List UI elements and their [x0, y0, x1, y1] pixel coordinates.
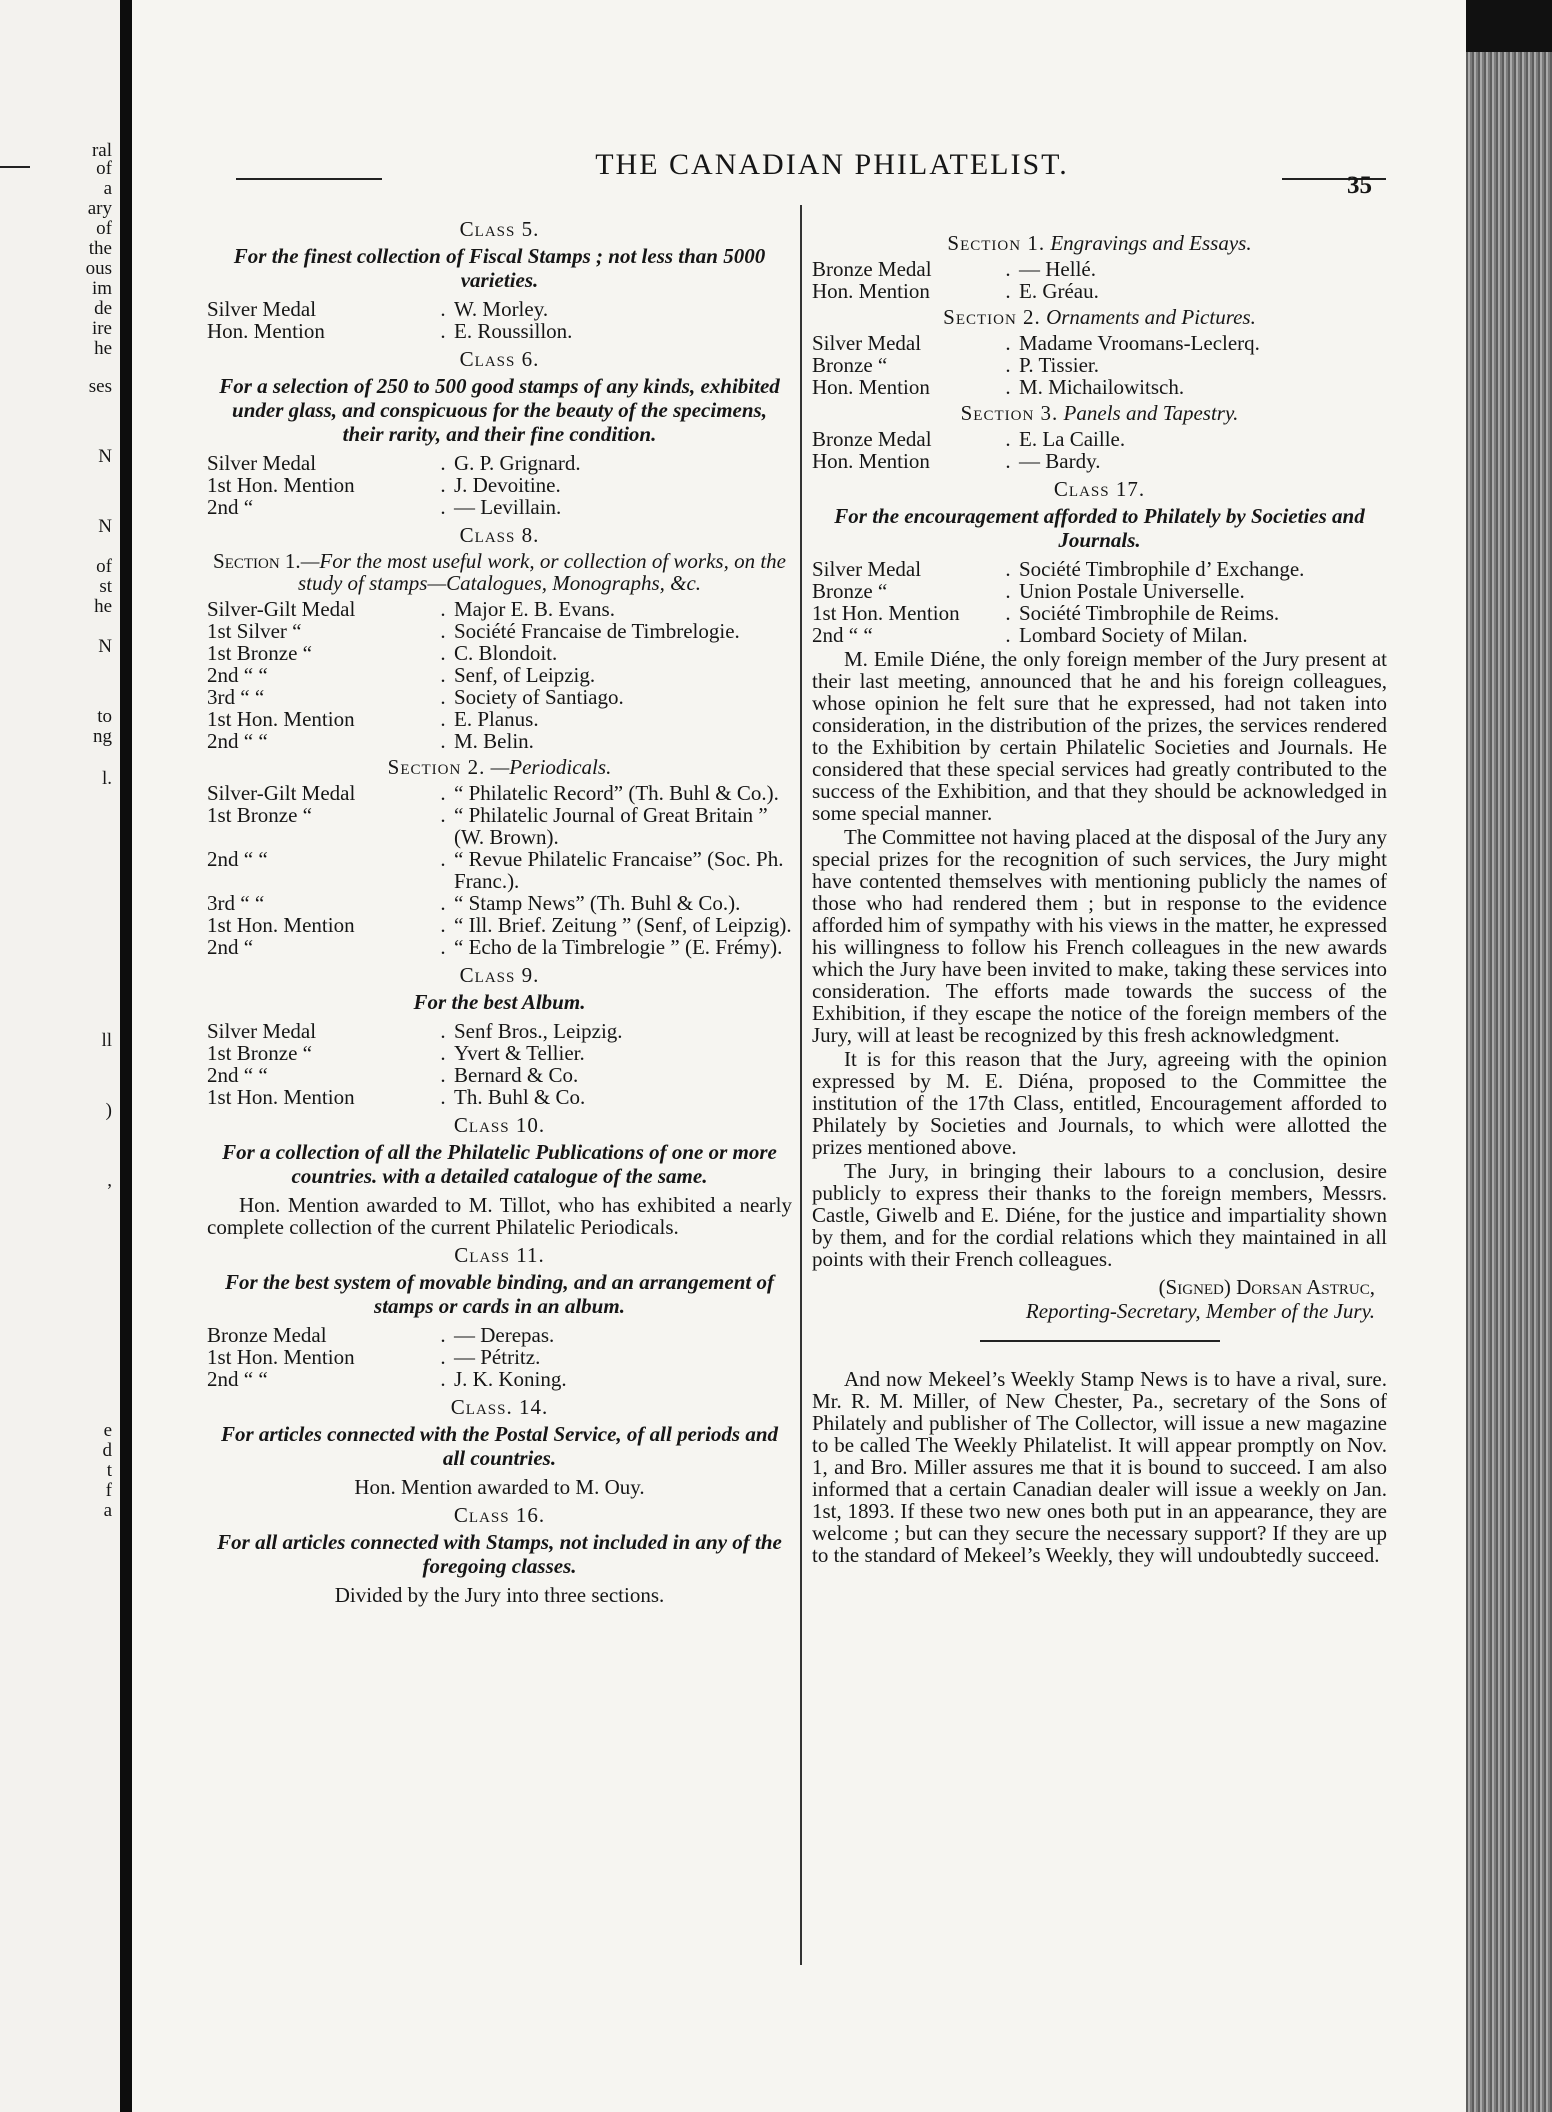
leader-dot: .	[440, 685, 446, 709]
section-label: Section 1.	[213, 549, 301, 573]
leader-dot: .	[1005, 449, 1011, 473]
award-row	[812, 450, 1387, 472]
leader-dot: .	[1005, 427, 1011, 451]
award-recipient: Senf Bros., Leipzig.	[454, 1019, 623, 1043]
award-label: Bronze “	[812, 579, 888, 603]
award-row	[812, 354, 1387, 376]
award-label: Silver Medal	[207, 451, 317, 475]
leader-dot: .	[440, 597, 446, 621]
award-row	[207, 1042, 792, 1064]
award-label: Bronze “	[812, 353, 888, 377]
leader-dot: .	[440, 495, 446, 519]
leader-dot: .	[440, 935, 446, 959]
award-row	[207, 474, 792, 496]
award-recipient: P. Tissier.	[1019, 353, 1099, 377]
left-page-text-fragment: a	[103, 1500, 112, 1521]
award-row	[207, 686, 792, 708]
leader-dot: .	[1005, 353, 1011, 377]
leader-dot: .	[440, 1323, 446, 1347]
section-label: Section 2.	[943, 305, 1041, 329]
section-label: Section 3.	[960, 401, 1059, 425]
award-label: 2nd “ “	[207, 1367, 268, 1391]
award-recipient: Society of Santiago.	[454, 685, 624, 709]
leader-dot: .	[440, 1345, 446, 1369]
class-heading: Class 17.	[1053, 477, 1146, 501]
section-heading	[207, 756, 792, 778]
section-title: Panels and Tapestry.	[1063, 401, 1239, 425]
section-title: Engravings and Essays.	[1050, 231, 1252, 255]
leader-dot: .	[440, 1063, 446, 1087]
leader-dot: .	[1005, 601, 1011, 625]
award-row	[812, 280, 1387, 302]
award-label: Hon. Mention	[812, 449, 930, 473]
award-label: 1st Silver “	[207, 619, 302, 643]
award-label: 2nd “ “	[207, 1063, 268, 1087]
left-page-text-fragment: e	[103, 1420, 112, 1441]
award-label: 1st Hon. Mention	[812, 601, 960, 625]
class-heading: Class 8.	[459, 523, 540, 547]
award-recipient: C. Blondoit.	[454, 641, 558, 665]
award-label: 1st Bronze “	[207, 1041, 312, 1065]
award-recipient: “ Stamp News” (Th. Buhl & Co.).	[454, 891, 741, 915]
leader-dot: .	[440, 451, 446, 475]
award-row	[812, 580, 1387, 602]
award-row	[207, 1346, 792, 1368]
leader-dot: .	[1005, 257, 1011, 281]
award-row	[207, 892, 792, 914]
left-page-text-fragment: t	[106, 1460, 112, 1481]
leader-dot: .	[1005, 579, 1011, 603]
award-recipient: Société Timbrophile d’ Exchange.	[1019, 557, 1305, 581]
left-page-text-fragment: d	[102, 1440, 112, 1461]
award-label: Silver-Gilt Medal	[207, 597, 356, 621]
left-page-text-fragment: ous	[85, 258, 112, 279]
award-recipient: “ Philatelic Journal of Great Britain ” (W. Brown).	[454, 803, 768, 849]
award-label: 1st Hon. Mention	[207, 1345, 355, 1369]
class-heading: Class. 14.	[450, 1395, 549, 1419]
leader-dot: .	[440, 319, 446, 343]
leader-dot: .	[440, 729, 446, 753]
award-recipient: “ Revue Philatelic Francaise” (Soc. Ph. Franc.).	[454, 847, 784, 893]
paragraph: The Committee not having placed at the disposal of the Jury any special prizes for the recognition of such services, the Jury might have contented themselves with mentioning publicly the names of those who had rendered them ; but in response to the evidence afforded him of sympathy with his views in the matter, he expressed his willingness to follow his French colleagues in the new awards which the Jury have been invited to make, taking these services into consideration. The efforts made towards the success of the Exhibition, if they escape the notice of the foreign members of the Jury, will at least be recognized by this fresh acknowledgment.	[812, 825, 1387, 1047]
award-label: Hon. Mention	[812, 375, 930, 399]
left-page-text-fragment: ,	[107, 1170, 112, 1191]
leader-dot: .	[440, 891, 446, 915]
left-page-text-fragment: im	[91, 278, 112, 299]
section-heading	[207, 550, 792, 594]
award-recipient: W. Morley.	[454, 297, 549, 321]
award-label: Hon. Mention	[812, 279, 930, 303]
section-heading	[812, 306, 1387, 328]
award-recipient: Lombard Society of Milan.	[1019, 623, 1248, 647]
section-label: Section 2.	[387, 755, 486, 779]
award-recipient: — Derepas.	[454, 1323, 555, 1347]
adjacent-left-page	[0, 0, 120, 2112]
leader-dot: .	[440, 1019, 446, 1043]
leader-dot: .	[440, 781, 446, 805]
award-row	[207, 320, 792, 342]
award-label: 1st Hon. Mention	[207, 473, 355, 497]
class-caption: For the encouragement afforded to Philately by Societies and Journals.	[834, 504, 1365, 552]
award-recipient: M. Belin.	[454, 729, 534, 753]
award-row	[812, 624, 1387, 646]
award-row	[207, 708, 792, 730]
signature: (Signed) Dorsan Astruc,	[1158, 1275, 1375, 1299]
award-row	[207, 1086, 792, 1108]
leader-dot: .	[1005, 279, 1011, 303]
paragraph: Hon. Mention awarded to M. Tillot, who has exhibited a nearly complete collection of the current Philatelic Periodicals.	[207, 1193, 792, 1239]
award-label: Silver Medal	[207, 297, 317, 321]
award-recipient: “ Philatelic Record” (Th. Buhl & Co.).	[454, 781, 779, 805]
right-column	[812, 228, 1387, 1568]
book-gutter	[120, 0, 132, 2112]
leader-dot: .	[440, 473, 446, 497]
award-label: Silver Medal	[207, 1019, 317, 1043]
left-page-text-fragment: l.	[101, 768, 112, 789]
left-page-text-fragment: ng	[93, 726, 112, 747]
leader-dot: .	[1005, 623, 1011, 647]
paragraph: And now Mekeel’s Weekly Stamp News is to have a rival, sure. Mr. R. M. Miller, of New Chester, Pa., secretary of the Sons of Philately and publisher of The Collector, will issue a new magazine to be called The Weekly Philatelist. It will appear promptly on Nov. 1, and Bro. Miller assures me that it is bound to succeed. I am also informed that a certain Canadian dealer will issue a weekly on Jan. 1st, 1893. If these two new ones both put in an appearance, they are welcome ; but can they secure the necessary support? If they are up to the standard of Mekeel’s Weekly, they will undoubtedly succeed.	[812, 1367, 1387, 1567]
award-label: Hon. Mention	[207, 319, 325, 343]
award-recipient: “ Ill. Brief. Zeitung ” (Senf, of Leipzig).	[454, 913, 792, 937]
paragraph: M. Emile Diéne, the only foreign member of the Jury present at their last meeting, announced that he and his foreign colleagues, whose opinion he felt sure that he expressed, had not taken into consideration, in the distribution of the prizes, the services rendered to the Exhibition by certain Philatelic Societies and Journals. He considered that these special services had greatly contributed to the success of the Exhibition, and that they should be acknowledged in some special manner.	[812, 647, 1387, 825]
left-page-text-fragment: st	[99, 576, 112, 597]
left-page-text-fragment: ral	[91, 140, 112, 161]
left-page-text-fragment: N	[98, 446, 112, 467]
award-recipient: M. Michailowitsch.	[1019, 375, 1185, 399]
section-title: Ornaments and Pictures.	[1046, 305, 1256, 329]
left-page-text-fragment: of	[96, 158, 112, 179]
award-recipient: — Hellé.	[1019, 257, 1096, 281]
class-heading: Class 10.	[453, 1113, 546, 1137]
award-row	[207, 298, 792, 320]
award-row	[207, 730, 792, 752]
left-page-text-fragment: N	[98, 516, 112, 537]
award-row	[812, 332, 1387, 354]
leader-dot: .	[1005, 557, 1011, 581]
award-row	[207, 782, 792, 804]
award-recipient: Madame Vroomans-Leclerq.	[1019, 331, 1260, 355]
left-page-text-fragment: ary	[87, 198, 112, 219]
award-row	[207, 848, 792, 892]
award-label: 1st Bronze “	[207, 641, 312, 665]
award-row	[812, 428, 1387, 450]
award-row	[207, 1368, 792, 1390]
award-label: 3rd “ “	[207, 685, 265, 709]
leader-dot: .	[440, 1367, 446, 1391]
section-label: Section 1.	[947, 231, 1046, 255]
award-label: Bronze Medal	[812, 427, 932, 451]
award-recipient: E. Roussillon.	[454, 319, 573, 343]
award-label: 2nd “	[207, 935, 254, 959]
class-heading: Class 5.	[459, 217, 540, 241]
award-label: Silver-Gilt Medal	[207, 781, 356, 805]
left-page-rule	[0, 166, 30, 168]
award-recipient: Senf, of Leipzig.	[454, 663, 596, 687]
award-label: 3rd “ “	[207, 891, 265, 915]
award-row	[207, 598, 792, 620]
leader-dot: .	[440, 1041, 446, 1065]
award-label: Bronze Medal	[812, 257, 932, 281]
section-heading	[812, 232, 1387, 254]
award-recipient: J. Devoitine.	[454, 473, 561, 497]
page-edge-top	[1466, 0, 1552, 52]
left-page-text-fragment: of	[96, 556, 112, 577]
left-page-text-fragment: ll	[101, 1030, 112, 1051]
award-recipient: G. P. Grignard.	[454, 451, 581, 475]
award-label: 1st Bronze “	[207, 803, 312, 827]
left-page-text-fragment: a	[103, 178, 112, 199]
award-recipient: Yvert & Tellier.	[454, 1041, 585, 1065]
award-recipient: E. La Caille.	[1019, 427, 1126, 451]
leader-dot: .	[440, 663, 446, 687]
column-divider	[800, 205, 802, 1965]
left-page-text-fragment: de	[94, 298, 112, 319]
award-recipient: — Bardy.	[1019, 449, 1101, 473]
award-label: Silver Medal	[812, 331, 922, 355]
award-label: 2nd “ “	[207, 729, 268, 753]
award-row	[207, 642, 792, 664]
paragraph: It is for this reason that the Jury, agreeing with the opinion expressed by M. E. Diéna, proposed to the Committee the institution of the 17th Class, entitled, Encouragement afforded to Philately by Societies and Journals, to which were allotted the prizes mentioned above.	[812, 1047, 1387, 1159]
award-label: 2nd “ “	[207, 847, 268, 871]
class-caption: For a selection of 250 to 500 good stamps of any kinds, exhibited under glass, and conspicuous for the beauty of the specimens, their rarity, and their fine condition.	[219, 374, 780, 446]
award-label: 2nd “ “	[207, 663, 268, 687]
award-row	[207, 1020, 792, 1042]
left-page-text-fragment: the	[88, 238, 112, 259]
section-rule	[980, 1340, 1220, 1342]
left-page-text-fragment: he	[94, 596, 112, 617]
leader-dot: .	[1005, 331, 1011, 355]
award-row	[207, 664, 792, 686]
award-recipient: J. K. Koning.	[454, 1367, 567, 1391]
award-recipient: Société Timbrophile de Reims.	[1019, 601, 1280, 625]
left-page-text-fragment: of	[96, 218, 112, 239]
award-row	[207, 1064, 792, 1086]
class-heading: Class 11.	[454, 1243, 545, 1267]
award-row	[207, 1324, 792, 1346]
award-recipient: Société Francaise de Timbrelogie.	[454, 619, 740, 643]
class-heading: Class 6.	[459, 347, 540, 371]
paragraph: Hon. Mention awarded to M. Ouy.	[354, 1475, 645, 1499]
left-page-text-fragment: to	[97, 706, 112, 727]
award-row	[207, 496, 792, 518]
award-recipient: Th. Buhl & Co.	[454, 1085, 586, 1109]
section-title: —Periodicals.	[490, 755, 612, 779]
left-page-text-fragment: ire	[91, 318, 112, 339]
award-recipient: — Pétritz.	[454, 1345, 541, 1369]
signature-title: Reporting-Secretary, Member of the Jury.	[1025, 1299, 1375, 1323]
award-label: 2nd “	[207, 495, 254, 519]
page	[132, 0, 1466, 2112]
award-recipient: — Levillain.	[454, 495, 562, 519]
award-label: Silver Medal	[812, 557, 922, 581]
paragraph: Divided by the Jury into three sections.	[334, 1583, 665, 1607]
award-row	[207, 804, 792, 848]
leader-dot: .	[1005, 375, 1011, 399]
left-page-text-fragment: he	[94, 338, 112, 359]
page-edges	[1466, 52, 1552, 2112]
award-label: Bronze Medal	[207, 1323, 327, 1347]
award-row	[207, 936, 792, 958]
award-label: 1st Hon. Mention	[207, 1085, 355, 1109]
award-row	[207, 914, 792, 936]
left-page-text-fragment: ses	[88, 376, 112, 397]
section-title: —For the most useful work, or collection of works, on the study of stamps—Catalogues, Monographs, &c.	[297, 549, 786, 595]
leader-dot: .	[440, 297, 446, 321]
leader-dot: .	[440, 913, 446, 937]
award-row	[812, 558, 1387, 580]
award-recipient: Bernard & Co.	[454, 1063, 579, 1087]
class-caption: For the finest collection of Fiscal Stamps ; not less than 5000 varieties.	[233, 244, 766, 292]
award-label: 1st Hon. Mention	[207, 707, 355, 731]
award-recipient: Major E. B. Evans.	[454, 597, 615, 621]
left-page-text-fragment: f	[105, 1480, 112, 1501]
award-row	[812, 376, 1387, 398]
award-recipient: “ Echo de la Timbrelogie ” (E. Frémy).	[454, 935, 783, 959]
class-caption: For all articles connected with Stamps, not included in any of the foregoing classes.	[217, 1530, 782, 1578]
class-caption: For the best system of movable binding, and an arrangement of stamps or cards in an album.	[225, 1270, 774, 1318]
award-recipient: Union Postale Universelle.	[1019, 579, 1245, 603]
award-row	[812, 602, 1387, 624]
section-heading	[812, 402, 1387, 424]
left-page-text-fragment: )	[105, 1100, 112, 1121]
award-row	[812, 258, 1387, 280]
leader-dot: .	[440, 641, 446, 665]
award-row	[207, 620, 792, 642]
leader-dot: .	[440, 847, 446, 871]
award-label: 1st Hon. Mention	[207, 913, 355, 937]
award-row	[207, 452, 792, 474]
left-column	[207, 212, 792, 1608]
paragraph: The Jury, in bringing their labours to a conclusion, desire publicly to express their thanks to the foreign members, Messrs. Castle, Giwelb and E. Diéne, for the justice and impartiality shown by them, and for the cordial relations which they maintained in all points with their French colleagues.	[812, 1159, 1387, 1271]
award-recipient: E. Gréau.	[1019, 279, 1099, 303]
class-heading: Class 9.	[459, 963, 540, 987]
class-caption: For articles connected with the Postal Service, of all periods and all countries.	[220, 1422, 779, 1470]
page-number: 35	[1347, 172, 1372, 199]
left-page-text-fragment: N	[98, 636, 112, 657]
award-recipient: E. Planus.	[454, 707, 539, 731]
leader-dot: .	[440, 619, 446, 643]
class-heading: Class 16.	[453, 1503, 546, 1527]
award-label: 2nd “ “	[812, 623, 873, 647]
class-caption: For the best Album.	[413, 990, 586, 1014]
running-head: THE CANADIAN PHILATELIST.	[382, 148, 1282, 182]
leader-dot: .	[440, 1085, 446, 1109]
leader-dot: .	[440, 707, 446, 731]
leader-dot: .	[440, 803, 446, 827]
class-caption: For a collection of all the Philatelic Publications of one or more countries. with a detailed catalogue of the same.	[222, 1140, 777, 1188]
